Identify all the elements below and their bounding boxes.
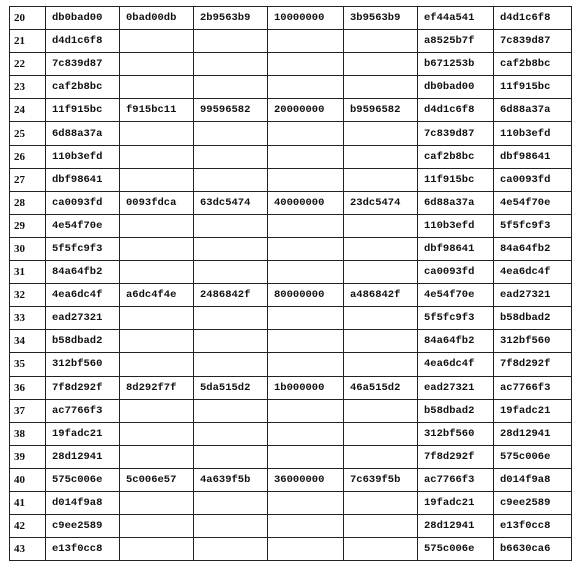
word-cell: 19fadc21: [46, 422, 120, 445]
xor-rcon-cell: [344, 445, 418, 468]
result-word-cell: ca0093fd: [494, 168, 572, 191]
previous-word-cell: 312bf560: [418, 422, 494, 445]
result-word-cell: 7c839d87: [494, 30, 572, 53]
word-cell: db0bad00: [46, 7, 120, 30]
rotword-cell: [120, 353, 194, 376]
subword-cell: [194, 53, 268, 76]
rcon-cell: [268, 30, 344, 53]
subword-cell: 2b9563b9: [194, 7, 268, 30]
subword-cell: 5da515d2: [194, 376, 268, 399]
rcon-cell: 20000000: [268, 99, 344, 122]
table-row: [10, 145, 572, 168]
result-word-cell: 575c006e: [494, 445, 572, 468]
subword-cell: [194, 307, 268, 330]
result-word-cell: ead27321: [494, 284, 572, 307]
result-word-cell: d014f9a8: [494, 468, 572, 491]
table-row: [10, 99, 572, 122]
rotword-cell: [120, 261, 194, 284]
rotword-cell: a6dc4f4e: [120, 284, 194, 307]
result-word-cell: caf2b8bc: [494, 53, 572, 76]
rotword-cell: [120, 168, 194, 191]
word-cell: caf2b8bc: [46, 76, 120, 99]
round-number-cell: 21: [10, 30, 46, 53]
rotword-cell: [120, 214, 194, 237]
rcon-cell: [268, 168, 344, 191]
table-row: [10, 353, 572, 376]
table-row: [10, 307, 572, 330]
xor-rcon-cell: [344, 122, 418, 145]
subword-cell: [194, 491, 268, 514]
result-word-cell: dbf98641: [494, 145, 572, 168]
table-row: [10, 76, 572, 99]
subword-cell: [194, 422, 268, 445]
rotword-cell: [120, 538, 194, 561]
rcon-cell: [268, 445, 344, 468]
round-number-cell: 38: [10, 422, 46, 445]
round-number-cell: 39: [10, 445, 46, 468]
previous-word-cell: 19fadc21: [418, 491, 494, 514]
round-number-cell: 34: [10, 330, 46, 353]
table-row: [10, 191, 572, 214]
round-number-cell: 32: [10, 284, 46, 307]
previous-word-cell: 7c839d87: [418, 122, 494, 145]
round-number-cell: 43: [10, 538, 46, 561]
subword-cell: [194, 237, 268, 260]
subword-cell: [194, 353, 268, 376]
table-row: [10, 53, 572, 76]
result-word-cell: 7f8d292f: [494, 353, 572, 376]
xor-rcon-cell: 7c639f5b: [344, 468, 418, 491]
word-cell: b58dbad2: [46, 330, 120, 353]
xor-rcon-cell: [344, 261, 418, 284]
round-number-cell: 28: [10, 191, 46, 214]
word-cell: ac7766f3: [46, 399, 120, 422]
key-expansion-table: [9, 6, 572, 561]
rcon-cell: 10000000: [268, 7, 344, 30]
round-number-cell: 29: [10, 214, 46, 237]
xor-rcon-cell: b9596582: [344, 99, 418, 122]
previous-word-cell: 4ea6dc4f: [418, 353, 494, 376]
table-row: [10, 376, 572, 399]
result-word-cell: 11f915bc: [494, 76, 572, 99]
xor-rcon-cell: [344, 30, 418, 53]
round-number-cell: 22: [10, 53, 46, 76]
rotword-cell: [120, 491, 194, 514]
previous-word-cell: 7f8d292f: [418, 445, 494, 468]
xor-rcon-cell: [344, 491, 418, 514]
round-number-cell: 23: [10, 76, 46, 99]
previous-word-cell: 11f915bc: [418, 168, 494, 191]
word-cell: 575c006e: [46, 468, 120, 491]
word-cell: 4ea6dc4f: [46, 284, 120, 307]
previous-word-cell: ac7766f3: [418, 468, 494, 491]
round-number-cell: 36: [10, 376, 46, 399]
rcon-cell: [268, 515, 344, 538]
rcon-cell: 80000000: [268, 284, 344, 307]
result-word-cell: b6630ca6: [494, 538, 572, 561]
table-row: [10, 261, 572, 284]
rcon-cell: 36000000: [268, 468, 344, 491]
rcon-cell: 1b000000: [268, 376, 344, 399]
result-word-cell: c9ee2589: [494, 491, 572, 514]
previous-word-cell: b671253b: [418, 53, 494, 76]
result-word-cell: b58dbad2: [494, 307, 572, 330]
table-row: [10, 30, 572, 53]
word-cell: 7f8d292f: [46, 376, 120, 399]
rotword-cell: [120, 53, 194, 76]
rotword-cell: [120, 330, 194, 353]
table-row: [10, 468, 572, 491]
result-word-cell: 110b3efd: [494, 122, 572, 145]
result-word-cell: 6d88a37a: [494, 99, 572, 122]
subword-cell: [194, 76, 268, 99]
previous-word-cell: b58dbad2: [418, 399, 494, 422]
round-number-cell: 35: [10, 353, 46, 376]
rcon-cell: [268, 330, 344, 353]
previous-word-cell: ead27321: [418, 376, 494, 399]
round-number-cell: 41: [10, 491, 46, 514]
rcon-cell: [268, 122, 344, 145]
word-cell: 28d12941: [46, 445, 120, 468]
xor-rcon-cell: [344, 330, 418, 353]
result-word-cell: 19fadc21: [494, 399, 572, 422]
result-word-cell: e13f0cc8: [494, 515, 572, 538]
previous-word-cell: dbf98641: [418, 237, 494, 260]
word-cell: ca0093fd: [46, 191, 120, 214]
word-cell: d014f9a8: [46, 491, 120, 514]
word-cell: 312bf560: [46, 353, 120, 376]
rotword-cell: f915bc11: [120, 99, 194, 122]
xor-rcon-cell: [344, 76, 418, 99]
rotword-cell: [120, 122, 194, 145]
word-cell: dbf98641: [46, 168, 120, 191]
xor-rcon-cell: [344, 145, 418, 168]
rotword-cell: [120, 445, 194, 468]
previous-word-cell: 110b3efd: [418, 214, 494, 237]
rcon-cell: [268, 261, 344, 284]
result-word-cell: 5f5fc9f3: [494, 214, 572, 237]
rotword-cell: [120, 237, 194, 260]
table-row: [10, 7, 572, 30]
word-cell: 6d88a37a: [46, 122, 120, 145]
table-row: [10, 168, 572, 191]
table-row: [10, 399, 572, 422]
rotword-cell: [120, 76, 194, 99]
xor-rcon-cell: [344, 515, 418, 538]
table-row: [10, 237, 572, 260]
table-row: [10, 330, 572, 353]
round-number-cell: 40: [10, 468, 46, 491]
previous-word-cell: db0bad00: [418, 76, 494, 99]
previous-word-cell: 4e54f70e: [418, 284, 494, 307]
result-word-cell: 84a64fb2: [494, 237, 572, 260]
xor-rcon-cell: a486842f: [344, 284, 418, 307]
rotword-cell: [120, 515, 194, 538]
subword-cell: [194, 214, 268, 237]
xor-rcon-cell: [344, 422, 418, 445]
word-cell: 11f915bc: [46, 99, 120, 122]
table-row: [10, 284, 572, 307]
word-cell: 84a64fb2: [46, 261, 120, 284]
word-cell: d4d1c6f8: [46, 30, 120, 53]
xor-rcon-cell: 46a515d2: [344, 376, 418, 399]
rcon-cell: [268, 76, 344, 99]
table-row: [10, 538, 572, 561]
rcon-cell: [268, 145, 344, 168]
rotword-cell: [120, 399, 194, 422]
xor-rcon-cell: 23dc5474: [344, 191, 418, 214]
xor-rcon-cell: [344, 237, 418, 260]
xor-rcon-cell: [344, 307, 418, 330]
subword-cell: 63dc5474: [194, 191, 268, 214]
word-cell: 110b3efd: [46, 145, 120, 168]
previous-word-cell: ca0093fd: [418, 261, 494, 284]
xor-rcon-cell: [344, 168, 418, 191]
xor-rcon-cell: [344, 399, 418, 422]
rcon-cell: [268, 399, 344, 422]
table-row: [10, 122, 572, 145]
result-word-cell: 312bf560: [494, 330, 572, 353]
round-number-cell: 30: [10, 237, 46, 260]
previous-word-cell: 5f5fc9f3: [418, 307, 494, 330]
rcon-cell: [268, 237, 344, 260]
subword-cell: [194, 261, 268, 284]
rotword-cell: [120, 307, 194, 330]
subword-cell: [194, 538, 268, 561]
subword-cell: [194, 145, 268, 168]
rcon-cell: 40000000: [268, 191, 344, 214]
previous-word-cell: ef44a541: [418, 7, 494, 30]
round-number-cell: 24: [10, 99, 46, 122]
xor-rcon-cell: [344, 538, 418, 561]
rotword-cell: 8d292f7f: [120, 376, 194, 399]
table-row: [10, 515, 572, 538]
subword-cell: [194, 30, 268, 53]
table-row: [10, 214, 572, 237]
previous-word-cell: caf2b8bc: [418, 145, 494, 168]
subword-cell: 99596582: [194, 99, 268, 122]
subword-cell: [194, 330, 268, 353]
previous-word-cell: 28d12941: [418, 515, 494, 538]
subword-cell: [194, 168, 268, 191]
table-row: [10, 422, 572, 445]
round-number-cell: 26: [10, 145, 46, 168]
previous-word-cell: d4d1c6f8: [418, 99, 494, 122]
word-cell: 5f5fc9f3: [46, 237, 120, 260]
rotword-cell: 0bad00db: [120, 7, 194, 30]
rcon-cell: [268, 214, 344, 237]
rotword-cell: [120, 30, 194, 53]
rotword-cell: 5c006e57: [120, 468, 194, 491]
rcon-cell: [268, 353, 344, 376]
rcon-cell: [268, 422, 344, 445]
rcon-cell: [268, 307, 344, 330]
rotword-cell: [120, 422, 194, 445]
subword-cell: 4a639f5b: [194, 468, 268, 491]
subword-cell: [194, 515, 268, 538]
round-number-cell: 20: [10, 7, 46, 30]
table-body: [10, 7, 572, 561]
rotword-cell: [120, 145, 194, 168]
subword-cell: [194, 122, 268, 145]
round-number-cell: 42: [10, 515, 46, 538]
result-word-cell: d4d1c6f8: [494, 7, 572, 30]
xor-rcon-cell: [344, 53, 418, 76]
result-word-cell: ac7766f3: [494, 376, 572, 399]
word-cell: c9ee2589: [46, 515, 120, 538]
previous-word-cell: 84a64fb2: [418, 330, 494, 353]
subword-cell: [194, 445, 268, 468]
previous-word-cell: 6d88a37a: [418, 191, 494, 214]
result-word-cell: 28d12941: [494, 422, 572, 445]
xor-rcon-cell: 3b9563b9: [344, 7, 418, 30]
word-cell: ead27321: [46, 307, 120, 330]
round-number-cell: 27: [10, 168, 46, 191]
round-number-cell: 31: [10, 261, 46, 284]
previous-word-cell: 575c006e: [418, 538, 494, 561]
xor-rcon-cell: [344, 214, 418, 237]
round-number-cell: 37: [10, 399, 46, 422]
result-word-cell: 4ea6dc4f: [494, 261, 572, 284]
previous-word-cell: a8525b7f: [418, 30, 494, 53]
word-cell: 4e54f70e: [46, 214, 120, 237]
rotword-cell: 0093fdca: [120, 191, 194, 214]
rcon-cell: [268, 538, 344, 561]
subword-cell: [194, 399, 268, 422]
table-row: [10, 445, 572, 468]
word-cell: e13f0cc8: [46, 538, 120, 561]
result-word-cell: 4e54f70e: [494, 191, 572, 214]
round-number-cell: 25: [10, 122, 46, 145]
rcon-cell: [268, 53, 344, 76]
word-cell: 7c839d87: [46, 53, 120, 76]
rcon-cell: [268, 491, 344, 514]
subword-cell: 2486842f: [194, 284, 268, 307]
round-number-cell: 33: [10, 307, 46, 330]
xor-rcon-cell: [344, 353, 418, 376]
table-row: [10, 491, 572, 514]
